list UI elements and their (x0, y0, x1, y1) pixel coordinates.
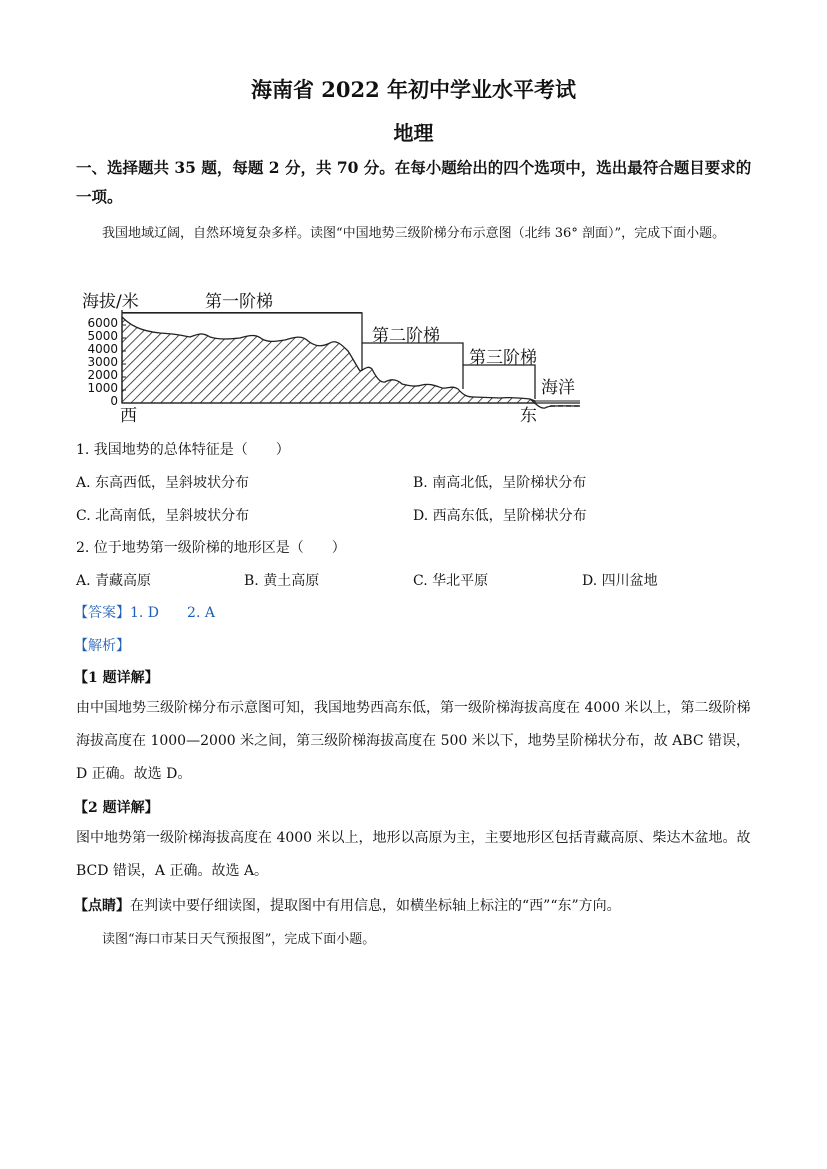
y-tick-label: 4000 (87, 342, 118, 356)
y-tick-label: 5000 (87, 329, 118, 343)
y-tick-label: 3000 (87, 355, 118, 369)
y-tick-label: 6000 (87, 316, 118, 330)
exam-subject: 地理 (393, 121, 434, 145)
q1-detail-label: 【1 题详解】 (74, 670, 159, 686)
q2-option-b: B. 黄土高原 (244, 573, 320, 589)
intro-text: 我国地域辽阔，自然环境复杂多样。读图“中国地势三级阶梯分布示意图（北纬 36° 剖面）”，完成下面小题。 (102, 226, 726, 241)
q2-option-d: D. 四川盆地 (582, 573, 658, 589)
y-tick-labels (80, 317, 118, 408)
q2-option-c: C. 华北平原 (413, 573, 489, 589)
tip-label: 【点睛】 (74, 898, 130, 914)
q1-detail-text: 由中国地势三级阶梯分布示意图可知，我国地势西高东低，第一级阶梯海拔高度在 4000 米以上，第二级阶梯海拔高度在 1000—2000 米之间，第三级阶梯海拔高度在 500 米以下，地势呈阶梯状分布，故 ABC 错误，D 正确。故选 D。 (76, 700, 751, 782)
step-1-label: 第一阶梯 (205, 292, 273, 312)
terrain-profile-figure (80, 285, 600, 429)
answer-block (74, 602, 215, 622)
step-3-label: 第三阶梯 (469, 348, 537, 368)
west-label: 西 (120, 406, 137, 426)
tip-text: 在判读中要仔细读图，提取图中有用信息，如横坐标轴上标注的“西”“东”方向。 (130, 898, 621, 914)
q1-option-c: C. 北高南低，呈斜坡状分布 (76, 508, 250, 524)
next-intro-text: 读图“海口市某日天气预报图”，完成下面小题。 (102, 932, 376, 947)
answer-label: 【答案】 (74, 605, 130, 621)
y-axis-label: 海拔/米 (82, 292, 139, 312)
east-label: 东 (520, 406, 537, 426)
tip-block (74, 895, 621, 915)
exam-title: 海南省 2022 年初中学业水平考试 (250, 77, 577, 102)
section-heading: 一、选择题共 35 题，每题 2 分，共 70 分。在每小题给出的四个选项中，选出最符合题目要求的一项。 (76, 158, 752, 206)
answer-text: 1. D 2. A (130, 605, 215, 621)
q2-option-a: A. 青藏高原 (76, 573, 152, 589)
sea-label: 海洋 (541, 378, 575, 398)
question-1-stem: 1. 我国地势的总体特征是（ ） (76, 442, 290, 458)
y-tick-label: 2000 (87, 368, 118, 382)
analysis-label: 【解析】 (74, 638, 130, 654)
q1-option-d: D. 西高东低，呈阶梯状分布 (413, 508, 587, 524)
q2-detail-text: 图中地势第一级阶梯海拔高度在 4000 米以上，地形以高原为主，主要地形区包括青藏高原、柴达木盆地。故 BCD 错误，A 正确。故选 A。 (76, 830, 751, 879)
y-tick-label: 1000 (87, 381, 118, 395)
step-2-label: 第二阶梯 (372, 326, 440, 346)
q2-detail-label: 【2 题详解】 (74, 800, 159, 816)
q1-option-b: B. 南高北低，呈阶梯状分布 (413, 475, 587, 491)
q1-option-a: A. 东高西低，呈斜坡状分布 (76, 475, 250, 491)
y-tick-label: 0 (110, 394, 118, 408)
question-2-stem: 2. 位于地势第一级阶梯的地形区是（ ） (76, 540, 346, 556)
